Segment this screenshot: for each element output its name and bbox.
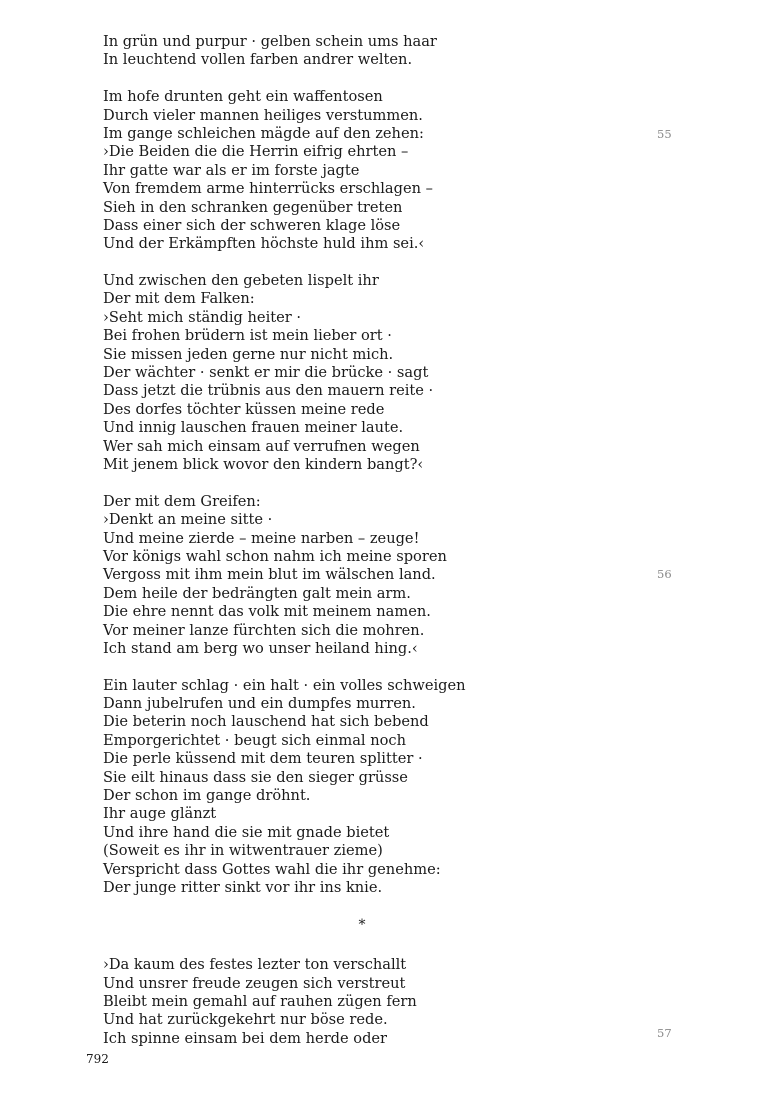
verse-line: Der mit dem Greifen:	[103, 492, 261, 510]
verse-line: Von fremdem arme hinterrücks erschlagen –	[103, 180, 433, 198]
verse-line: Des dorfes töchter küssen meine rede	[103, 400, 385, 418]
verse-line: Sieh in den schranken gegenüber treten	[103, 198, 403, 216]
verse-line: ›Die Beiden die die Herrin eifrig ehrten –	[103, 143, 409, 161]
verse-line: Emporgerichtet · beugt sich einmal noch	[103, 731, 406, 749]
verse-line: Die beterin noch lauschend hat sich bebend	[103, 713, 429, 731]
line-number-56: 56	[657, 567, 672, 581]
verse-line: Durch vieler mannen heiliges verstummen.	[103, 106, 423, 124]
stanza	[103, 88, 623, 254]
verse-line: Wer sah mich einsam auf verrufnen wegen	[103, 437, 420, 455]
verse-line: ›Seht mich ständig heiter ·	[103, 308, 301, 326]
verse-line: Im gange schleichen mägde auf den zehen:	[103, 124, 424, 142]
verse-line: Und ihre hand die sie mit gnade bietet	[103, 823, 390, 841]
verse-line: Sie eilt hinaus dass sie den sieger grüsse	[103, 768, 408, 786]
verse-line: ›Denkt an meine sitte ·	[103, 511, 273, 529]
poem-text	[103, 33, 623, 1066]
verse-line: Ein lauter schlag · ein halt · ein volles schweigen	[103, 676, 466, 694]
stanza	[103, 677, 623, 898]
verse-line: Vor königs wahl schon nahm ich meine sporen	[103, 547, 447, 565]
verse-line: Ich stand am berg wo unser heiland hing.‹	[103, 639, 418, 657]
verse-line: Bleibt mein gemahl auf rauhen zügen fern	[103, 992, 417, 1010]
page-number: 792	[86, 1052, 109, 1066]
verse-line: Dass einer sich der schweren klage löse	[103, 216, 401, 234]
verse-line: Und hat zurückgekehrt nur böse rede.	[103, 1011, 388, 1029]
verse-line: Und innig lauschen frauen meiner laute.	[103, 419, 404, 437]
verse-line: Und unsrer freude zeugen sich verstreut	[103, 974, 406, 992]
verse-line: Ich spinne einsam bei dem herde oder	[103, 1029, 388, 1047]
verse-line: Die perle küssend mit dem teuren splitter ·	[103, 750, 423, 768]
stanza	[103, 493, 623, 659]
verse-line: Ihr gatte war als er im forste jagte	[103, 161, 360, 179]
line-number-57: 57	[657, 1026, 672, 1040]
verse-line: Mit jenem blick wovor den kindern bangt?‹	[103, 455, 424, 473]
verse-line: Dass jetzt die trübnis aus den mauern reite ·	[103, 382, 434, 400]
verse-line: Verspricht dass Gottes wahl die ihr genehme:	[103, 860, 441, 878]
stanza	[103, 956, 623, 1048]
verse-line: Bei frohen brüdern ist mein lieber ort ·	[103, 327, 392, 345]
verse-line: Dann jubelrufen und ein dumpfes murren.	[103, 695, 416, 713]
verse-line: Der junge ritter sinkt vor ihr ins knie.	[103, 878, 383, 896]
line-number-55: 55	[657, 127, 672, 141]
verse-line: Und der Erkämpften höchste huld ihm sei.‹	[103, 235, 425, 253]
verse-line: Vergoss mit ihm mein blut im wälschen land.	[103, 566, 436, 584]
verse-line: Vor meiner lanze fürchten sich die mohren.	[103, 621, 425, 639]
verse-line: Sie missen jeden gerne nur nicht mich.	[103, 345, 394, 363]
verse-line: ›Da kaum des festes lezter ton verschallt	[103, 956, 407, 974]
verse-line: Ihr auge glänzt	[103, 805, 217, 823]
verse-line: Der mit dem Falken:	[103, 290, 255, 308]
verse-line: Im hofe drunten geht ein waffentosen	[103, 88, 383, 106]
verse-line: Der wächter · senkt er mir die brücke · sagt	[103, 364, 429, 382]
section-separator: *	[358, 916, 366, 933]
verse-line: Der schon im gange dröhnt.	[103, 787, 311, 805]
verse-line: Und zwischen den gebeten lispelt ihr	[103, 272, 379, 290]
stanza	[103, 33, 623, 70]
verse-line: (Soweit es ihr in witwentrauer zieme)	[103, 842, 383, 860]
verse-line: Dem heile der bedrängten galt mein arm.	[103, 584, 411, 602]
verse-line: In grün und purpur · gelben schein ums haar	[103, 33, 437, 50]
verse-line: Und meine zierde – meine narben – zeuge!	[103, 529, 420, 547]
stanza	[103, 272, 623, 474]
verse-line: In leuchtend vollen farben andrer welten.	[103, 51, 413, 69]
verse-line: Die ehre nennt das volk mit meinem namen.	[103, 603, 431, 621]
